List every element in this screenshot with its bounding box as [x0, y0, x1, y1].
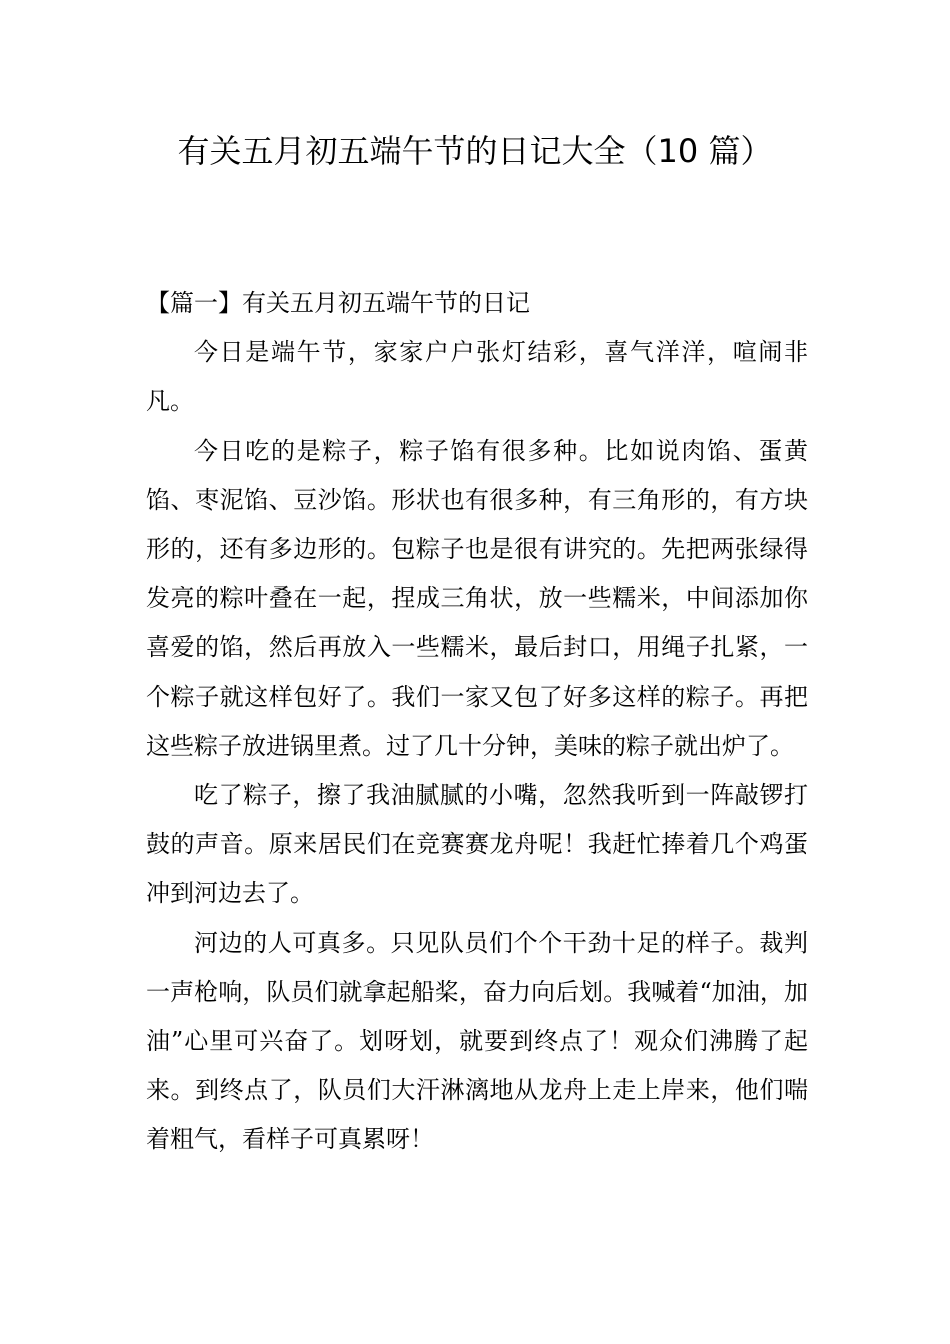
document-title: 有关五月初五端午节的日记大全（10 篇） [177, 132, 773, 170]
paragraph-1: 今日是端午节，家家户户张灯结彩，喜气洋洋，喧闹非凡。 [146, 338, 808, 416]
paragraph-4: 河边的人可真多。只见队员们个个干劲十足的样子。裁判一声枪响，队员们就拿起船桨，奋力向后划。我喊着“加油，加油”心里可兴奋了。划呀划，就要到终点了！观众们沸腾了起来。到终点了，队员们大汗淋漓地从龙舟上走上岸来，他们喘着粗气，看样子可真累呀！ [146, 928, 808, 1154]
section-heading: 【篇一】有关五月初五端午节的日记 [146, 289, 530, 317]
document-body [146, 279, 808, 1165]
paragraph-2: 今日吃的是粽子，粽子馅有很多种。比如说肉馅、蛋黄馅、枣泥馅、豆沙馅。形状也有很多种，有三角形的，有方块形的，还有多边形的。包粽子也是很有讲究的。先把两张绿得发亮的粽叶叠在一起，捏成三角状，放一些糯米，中间添加你喜爱的馅，然后再放入一些糯米，最后封口，用绳子扎紧，一个粽子就这样包好了。我们一家又包了好多这样的粽子。再把这些粽子放进锅里煮。过了几十分钟，美味的粽子就出炉了。 [146, 436, 808, 760]
paragraph-3: 吃了粽子，擦了我油腻腻的小嘴，忽然我听到一阵敲锣打鼓的声音。原来居民们在竞赛赛龙舟呢！我赶忙捧着几个鸡蛋冲到河边去了。 [146, 781, 808, 908]
